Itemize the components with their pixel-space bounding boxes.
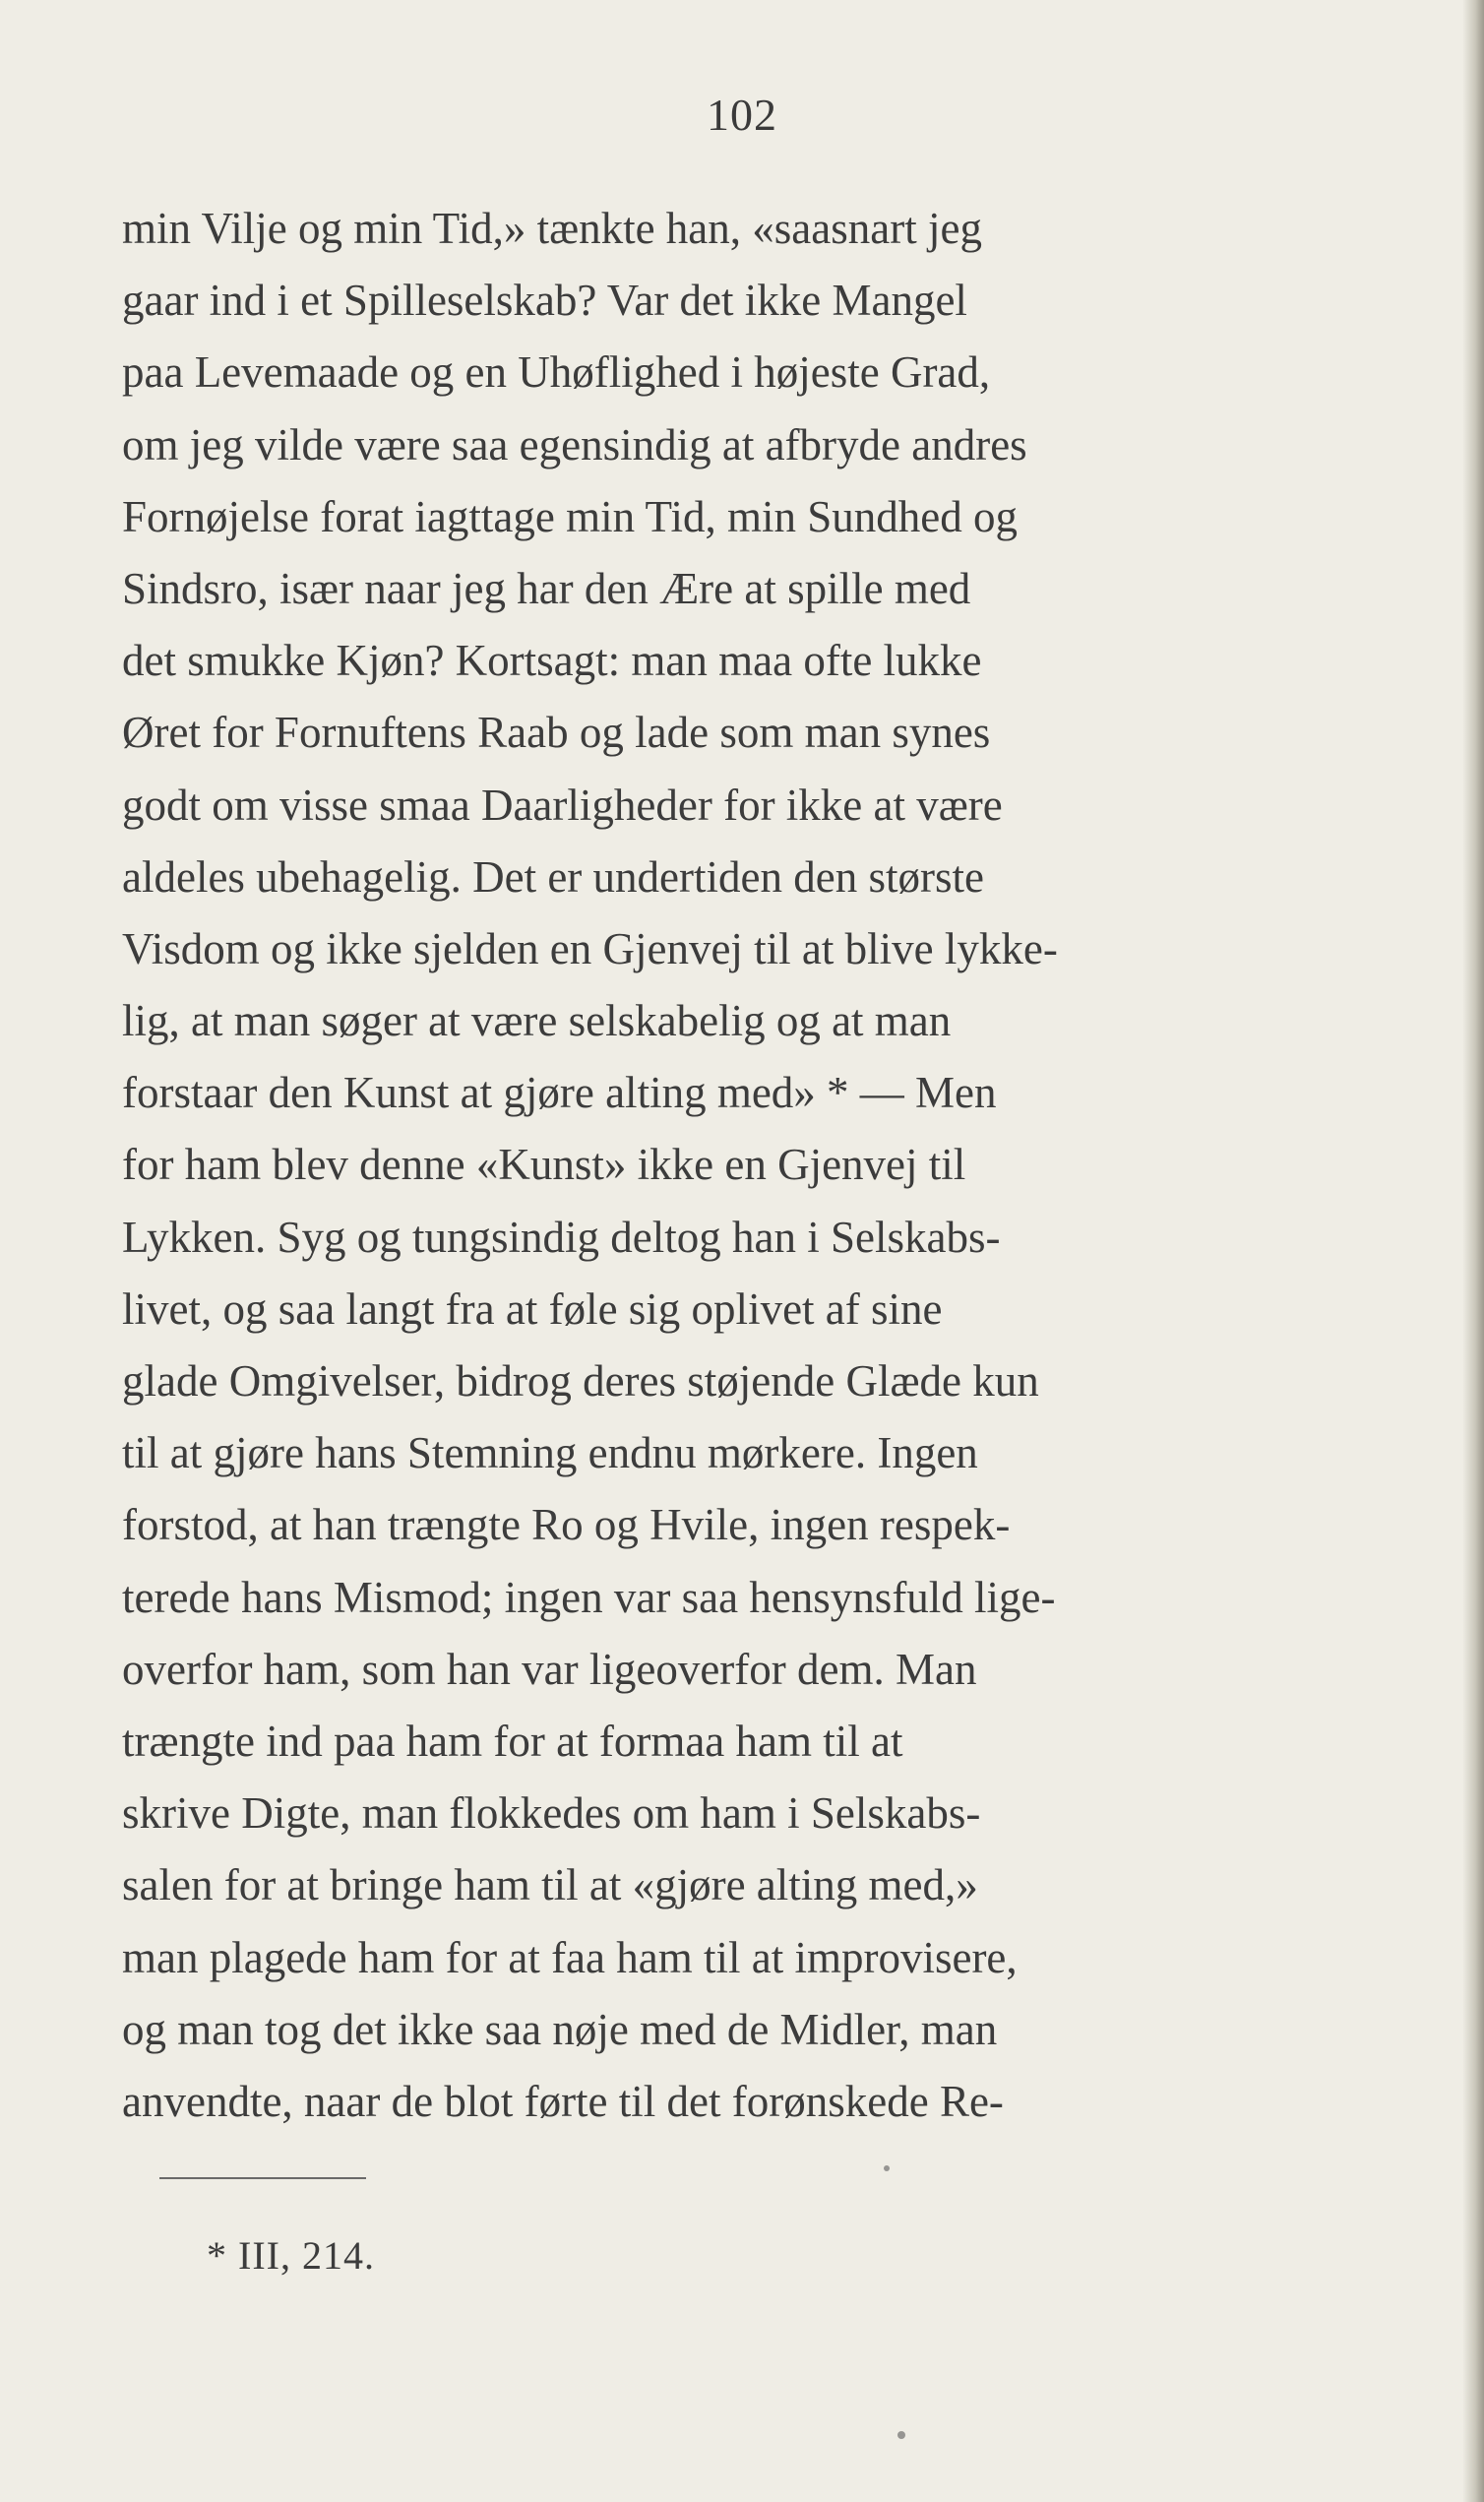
paper-speck [897, 2431, 905, 2439]
footnote: * III, 214. [207, 2233, 375, 2278]
text-line: til at gjøre hans Stemning endnu mørkere. Ingen [122, 1428, 978, 1478]
text-line: gaar ind i et Spilleselskab? Var det ikke Mangel [122, 276, 967, 326]
text-line: forstod, at han trængte Ro og Hvile, ingen respek- [122, 1500, 1011, 1550]
text-line: salen for at bringe ham til at «gjøre alting med,» [122, 1860, 978, 1910]
text-line: Fornøjelse forat iagttage min Tid, min Sundhed og [122, 491, 1018, 541]
text-line: Sindsro, især naar jeg har den Ære at spille med [122, 563, 971, 613]
text-line: Øret for Fornuftens Raab og lade som man synes [122, 708, 991, 758]
footnote-divider [159, 2177, 366, 2179]
text-line: glade Omgivelser, bidrog deres støjende Glæde kun [122, 1356, 1039, 1406]
text-line: anvendte, naar de blot førte til det forønskede Re- [122, 2076, 1004, 2126]
text-line: livet, og saa langt fra at føle sig oplivet af sine [122, 1283, 943, 1334]
page-edge-shadow [1462, 0, 1484, 2502]
text-line: om jeg vilde være saa egensindig at afbryde andres [122, 419, 1027, 469]
text-line: Lykken. Syg og tungsindig deltog han i Selskabs- [122, 1212, 1001, 1262]
text-line: godt om visse smaa Daarligheder for ikke at være [122, 780, 1003, 830]
text-line: og man tog det ikke saa nøje med de Midler, man [122, 2004, 998, 2054]
text-line: trængte ind paa ham for at formaa ham til at [122, 1716, 903, 1766]
text-line: forstaar den Kunst at gjøre alting med» * — Men [122, 1068, 997, 1118]
text-line: for ham blev denne «Kunst» ikke en Gjenvej til [122, 1140, 966, 1190]
text-line: det smukke Kjøn? Kortsagt: man maa ofte lukke [122, 636, 982, 686]
text-line: Visdom og ikke sjelden en Gjenvej til at blive lykke- [122, 923, 1058, 973]
text-line: lig, at man søger at være selskabelig og at man [122, 996, 952, 1046]
text-line: overfor ham, som han var ligeoverfor dem. Man [122, 1644, 977, 1694]
text-line: min Vilje og min Tid,» tænkte han, «saasnart jeg [122, 204, 982, 253]
text-line: paa Levemaade og en Uhøflighed i højeste Grad, [122, 347, 991, 398]
text-line: terede hans Mismod; ingen var saa hensynsfuld lige- [122, 1572, 1056, 1622]
page-number: 102 [707, 90, 777, 140]
body-text [122, 193, 1346, 2138]
text-line: skrive Digte, man flokkedes om ham i Selskabs- [122, 1788, 981, 1839]
text-line: aldeles ubehagelig. Det er undertiden den største [122, 851, 984, 902]
paper-speck [884, 2165, 890, 2171]
text-line: man plagede ham for at faa ham til at improvisere, [122, 1932, 1018, 1982]
